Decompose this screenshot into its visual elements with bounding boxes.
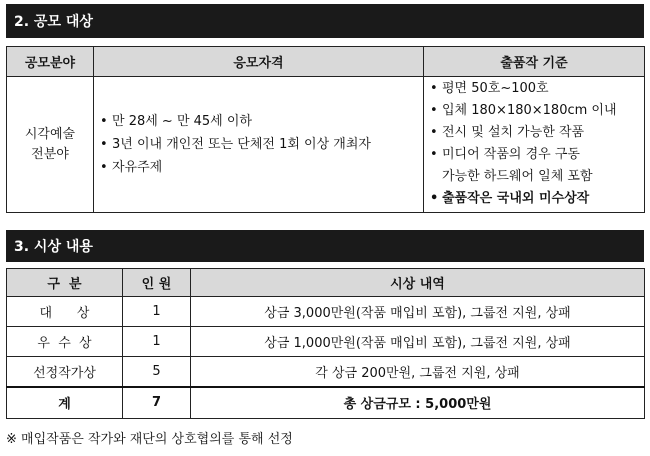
works-criteria-cell: [424, 77, 645, 213]
column-header: 시상 내역: [191, 269, 645, 297]
footnote: ※ 매입작품은 작가와 재단의 상호협의를 통해 선정: [6, 432, 293, 447]
category-cell: 선정작가상: [7, 357, 123, 387]
detail-cell: 상금 1,000만원(작품 매입비 포함), 그룹전 지원, 상패: [191, 327, 645, 357]
bullet-icon: •: [100, 114, 108, 129]
list-item: • 입체 180×180×180cm 이내: [430, 100, 644, 122]
qualification-cell: [94, 77, 424, 213]
total-detail: 총 상금규모 : 5,000만원: [191, 387, 645, 419]
bullet-icon: •: [430, 191, 439, 206]
count-cell: 1: [123, 297, 191, 327]
column-header: 출품작 기준: [424, 47, 645, 77]
total-row: [7, 387, 645, 419]
field-line: 전분야: [31, 146, 69, 162]
list-item: • 만 28세 ~ 만 45세 이하: [100, 110, 423, 133]
awards-table: [6, 268, 645, 419]
count-cell: 1: [123, 327, 191, 357]
table-row: [7, 77, 645, 213]
table-row: [7, 357, 645, 387]
field-cell: [7, 77, 94, 213]
section-2-header: [6, 4, 644, 38]
section-2-title: 2. 공모 대상: [14, 14, 93, 30]
table-row: [7, 327, 645, 357]
list-item: • 전시 및 설치 가능한 작품: [430, 122, 644, 144]
section-3-title: 3. 시상 내용: [14, 239, 93, 255]
bullet-icon: •: [100, 137, 108, 152]
list-item: • 평면 50호~100호: [430, 78, 644, 100]
total-label: 계: [7, 387, 123, 419]
table-header-row: [7, 47, 645, 77]
table-row: [7, 297, 645, 327]
bullet-icon: •: [100, 160, 108, 175]
column-header: 구 분: [7, 269, 123, 297]
bullet-icon: •: [430, 125, 438, 140]
column-header: 공모분야: [7, 47, 94, 77]
bullet-icon: •: [430, 81, 438, 96]
list-item-continuation: 가능한 하드웨어 일체 포함: [442, 169, 593, 184]
list-item: • 3년 이내 개인전 또는 단체전 1회 이상 개최자: [100, 133, 423, 156]
list-item: • 미디어 작품의 경우 구동: [430, 144, 644, 166]
list-item: • 출품작은 국내외 미수상작: [430, 188, 644, 210]
eligibility-table: [6, 46, 645, 213]
detail-cell: 상금 3,000만원(작품 매입비 포함), 그룹전 지원, 상패: [191, 297, 645, 327]
bullet-icon: •: [430, 147, 438, 162]
field-line: 시각예술: [24, 126, 76, 142]
total-count: 7: [123, 387, 191, 419]
count-cell: 5: [123, 357, 191, 387]
category-cell: 우 수 상: [7, 327, 123, 357]
bullet-icon: •: [430, 103, 438, 118]
section-3-header: [6, 230, 644, 262]
column-header: 인 원: [123, 269, 191, 297]
detail-cell: 각 상금 200만원, 그룹전 지원, 상패: [191, 357, 645, 387]
table-header-row: [7, 269, 645, 297]
list-item: • 자유주제: [100, 156, 423, 179]
category-cell: 대 상: [7, 297, 123, 327]
column-header: 응모자격: [94, 47, 424, 77]
